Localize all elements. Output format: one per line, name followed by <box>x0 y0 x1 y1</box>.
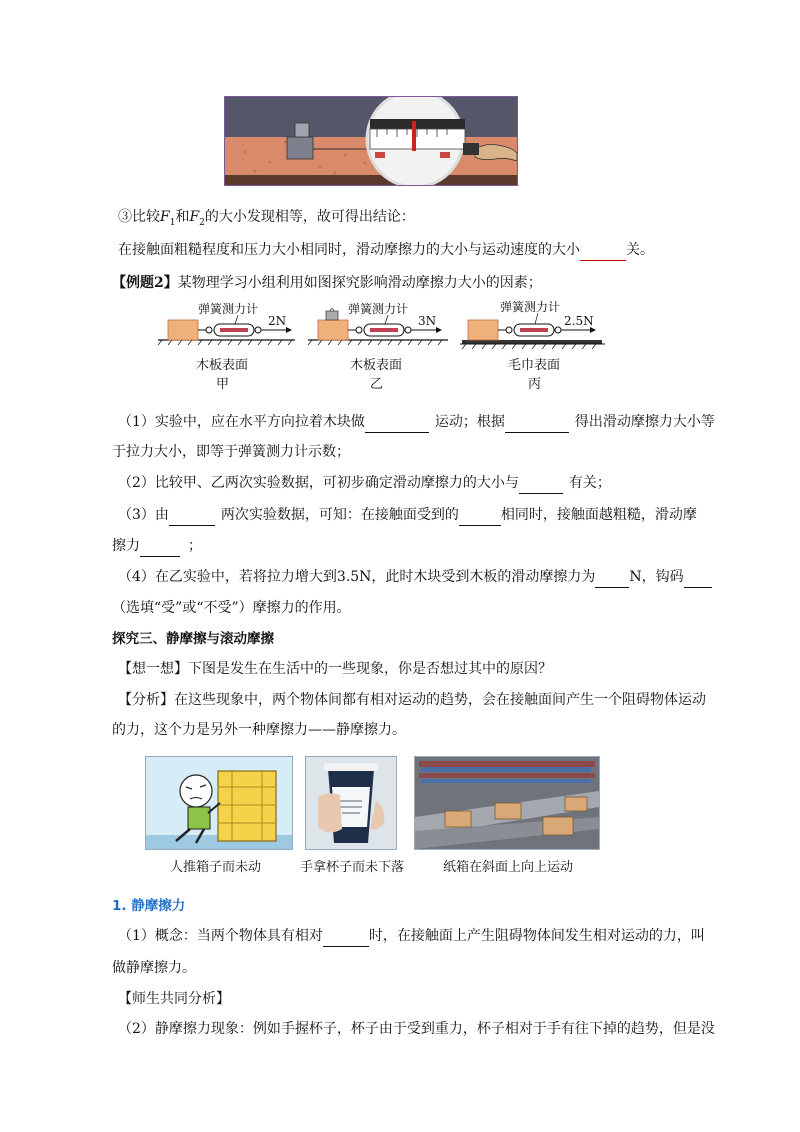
f2-subscript: 2 <box>199 217 205 228</box>
concept-text-c: 做静摩擦力。 <box>112 960 196 976</box>
setup-bing-name: 丙 <box>528 377 542 392</box>
f1-symbol: F <box>160 209 170 225</box>
photo-conveyor <box>414 756 600 850</box>
question-4-line-1 <box>118 566 712 588</box>
concept-line-1 <box>118 925 705 947</box>
conveyor-illustration <box>415 757 599 849</box>
photo-hold-cup <box>305 756 397 850</box>
setup-bing-force: 2.5N <box>564 314 594 328</box>
q1-text-b: 运动；根据 <box>434 414 505 430</box>
push-box-illustration <box>146 757 292 849</box>
concept-blank[interactable] <box>323 931 369 947</box>
setup-yi-surface: 木板表面 <box>350 358 403 373</box>
question-1-line-1 <box>118 411 715 433</box>
q4-text-b: N，钩码 <box>629 569 684 585</box>
section3-title: 探究三、静摩擦与滚动摩擦 <box>112 631 274 647</box>
q4-text-c: （选填“受”或“不受”）摩擦力的作用。 <box>112 600 351 616</box>
experiment-illustration <box>225 97 517 185</box>
think-paragraph <box>118 658 552 680</box>
example2-paragraph <box>112 272 542 294</box>
analysis-line-1 <box>118 689 706 711</box>
conclusion-blank[interactable] <box>580 245 626 261</box>
q3-text-d: 擦力 <box>112 538 140 554</box>
q1-blank-2[interactable] <box>505 417 569 433</box>
q4-text-a: （4）在乙实验中，若将拉力增大到3.5N，此时木块受到木板的滑动摩擦力为 <box>118 569 596 585</box>
phenomenon-line: （2）静摩擦力现象：例如手握杯子，杯子由于受到重力，杯子相对于手有往下掉的趋势，但是没 <box>118 1021 715 1037</box>
conclusion-text-b: 关。 <box>626 242 654 258</box>
analysis-tag: 【分析】 <box>118 692 174 708</box>
q3-blank-1[interactable] <box>169 510 215 526</box>
compare-mid: 和 <box>175 209 190 225</box>
teacher-analysis: 【师生共同分析】 <box>118 991 230 1007</box>
q3-blank-2[interactable] <box>459 510 501 526</box>
setups-diagram <box>150 295 610 395</box>
q1-text-a: （1）实验中，应在水平方向拉着木块做 <box>118 414 365 430</box>
example2-tag: 【例题2】 <box>112 275 178 291</box>
example2-text: 某物理学习小组利用如图探究影响滑动摩擦力大小的因素； <box>177 275 542 291</box>
setup-yi-meter-label: 弹簧测力计 <box>348 302 409 316</box>
q3-text-a: （3）由 <box>118 507 169 523</box>
setup-jia-force: 2N <box>268 314 287 328</box>
static-friction-title: 1. 静摩擦力 <box>112 898 186 914</box>
q1-text-d: 于拉力大小，即等于弹簧测力计示数； <box>112 444 350 460</box>
concept-text-a: （1）概念：当两个物体具有相对 <box>118 928 323 944</box>
q3-text-e: ； <box>188 538 202 554</box>
compare-suffix: 的大小发现相等，故可得出结论： <box>204 209 415 225</box>
q2-text-a: （2）比较甲、乙两次实验数据，可初步确定滑动摩擦力的大小与 <box>118 475 519 491</box>
question-2 <box>118 472 611 494</box>
setup-bing-meter-label: 弹簧测力计 <box>500 300 561 314</box>
caption-conveyor: 纸箱在斜面上向上运动 <box>443 860 574 875</box>
analysis-line-2 <box>112 719 406 741</box>
setup-jia-surface: 木板表面 <box>196 358 249 373</box>
think-tag: 【想一想】 <box>118 661 188 677</box>
caption-hold-cup: 手拿杯子而未下落 <box>300 860 405 875</box>
setup-yi-force: 3N <box>418 314 437 328</box>
compare-prefix: ③比较 <box>118 209 160 225</box>
hold-cup-illustration <box>306 757 396 849</box>
question-1-line-2 <box>112 441 350 463</box>
f1-subscript: 1 <box>169 217 176 228</box>
q1-text-c: 得出滑动摩擦力大小等 <box>574 414 715 430</box>
think-text: 下图是发生在生活中的一些现象，你是否想过其中的原因？ <box>188 661 552 677</box>
q3-text-c: 相同时，接触面越粗糙，滑动摩 <box>500 507 697 523</box>
setup-yi-name: 乙 <box>370 377 384 392</box>
setup-jia-meter-label: 弹簧测力计 <box>198 302 259 316</box>
concept-line-2 <box>112 957 196 979</box>
q4-blank-1[interactable] <box>595 572 629 588</box>
q2-blank[interactable] <box>519 478 563 494</box>
q3-text-b: 两次实验数据，可知：在接触面受到的 <box>220 507 459 523</box>
setup-jia-name: 甲 <box>216 377 230 392</box>
q3-blank-3[interactable] <box>140 541 180 557</box>
compare-paragraph <box>118 206 415 234</box>
concept-text-b: 时，在接触面上产生阻碍物体间发生相对运动的力，叫 <box>368 928 705 944</box>
q2-text-b: 有关； <box>568 475 611 491</box>
question-3-line-1 <box>118 504 697 526</box>
q4-blank-2[interactable] <box>684 572 712 588</box>
top-experiment-figure <box>224 96 518 186</box>
f2-symbol: F <box>189 209 200 225</box>
caption-push-box: 人推箱子而未动 <box>170 860 262 875</box>
setup-bing-surface: 毛巾表面 <box>508 358 561 373</box>
conclusion-text-a: 在接触面粗糙程度和压力大小相同时，滑动摩擦力的大小与运动速度的大小 <box>118 242 580 258</box>
analysis-text-b: 的力，这个力是另外一种摩擦力——静摩擦力。 <box>112 722 406 738</box>
q1-blank-1[interactable] <box>365 417 429 433</box>
question-4-line-2 <box>112 597 351 619</box>
conclusion-paragraph <box>118 239 654 261</box>
question-3-line-2 <box>112 535 202 557</box>
photo-push-box <box>145 756 293 850</box>
analysis-text-a: 在这些现象中，两个物体间都有相对运动的趋势，会在接触面间产生一个阻碍物体运动 <box>174 692 706 708</box>
